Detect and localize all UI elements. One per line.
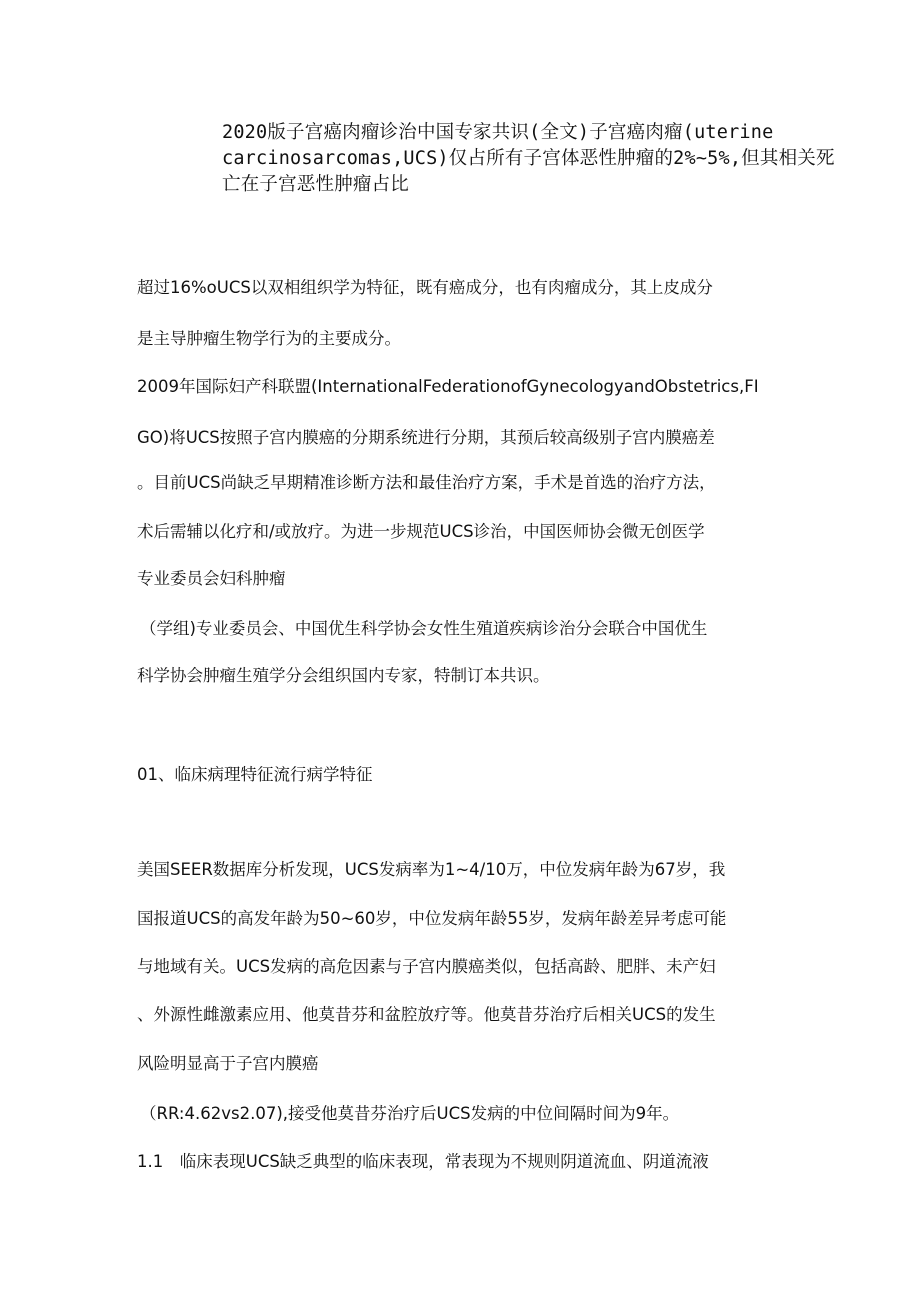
paragraph-line: 术后需辅以化疗和/或放疗。为进一步规范UCS诊治，中国医师协会微无创医学 [137,522,705,541]
paragraph-line: （学组)专业委员会、中国优生科学协会女性生殖道疾病诊治分会联合中国优生 [140,619,708,638]
section-heading: 01、临床病理特征流行病学特征 [137,765,373,784]
paragraph-line: 超过16%oUCS以双相组织学为特征，既有癌成分，也有肉瘤成分，其上皮成分 [137,278,713,297]
title-line: 2020版子宫癌肉瘤诊治中国专家共识(全文)子宫癌肉瘤(uterine [222,122,774,143]
paragraph-line: 科学协会肿瘤生殖学分会组织国内专家，特制订本共识。 [137,666,550,685]
paragraph-line: 、外源性雌激素应用、他莫昔芬和盆腔放疗等。他莫昔芬治疗后相关UCS的发生 [137,1005,716,1024]
paragraph-line: 风险明显高于子宫内膜癌 [137,1054,319,1073]
paragraph-line: 美国SEER数据库分析发现，UCS发病率为1~4/10万，中位发病年龄为67岁，我 [137,860,726,879]
title-line: 亡在子宫恶性肿瘤占比 [222,174,410,195]
paragraph-line: 专业委员会妇科肿瘤 [137,569,286,588]
paragraph-line: 是主导肿瘤生物学行为的主要成分。 [137,329,401,348]
subsection-line: 1.1 临床表现UCS缺乏典型的临床表现，常表现为不规则阴道流血、阴道流液 [137,1152,709,1171]
title-line: carcinosarcomas,UCS)仅占所有子宫体恶性肿瘤的2%~5%,但其相关死 [222,148,835,169]
paragraph-line: 。目前UCS尚缺乏早期精准诊断方法和最佳治疗方案，手术是首选的治疗方法， [137,473,716,492]
document-title [222,120,835,198]
paragraph-line: 2009年国际妇产科联盟(InternationalFederationofGynecologyandObstetrics,FI [137,377,759,396]
paragraph-line: 国报道UCS的高发年龄为50~60岁，中位发病年龄55岁，发病年龄差异考虑可能 [137,909,727,928]
paragraph-line: （RR:4.62vs2.07),接受他莫昔芬治疗后UCS发病的中位间隔时间为9年。 [140,1104,680,1123]
paragraph-line: 与地域有关。UCS发病的高危因素与子宫内膜癌类似，包括高龄、肥胖、未产妇 [137,957,716,976]
paragraph-line: GO)将UCS按照子宫内膜癌的分期系统进行分期，其预后较高级别子宫内膜癌差 [137,428,715,447]
